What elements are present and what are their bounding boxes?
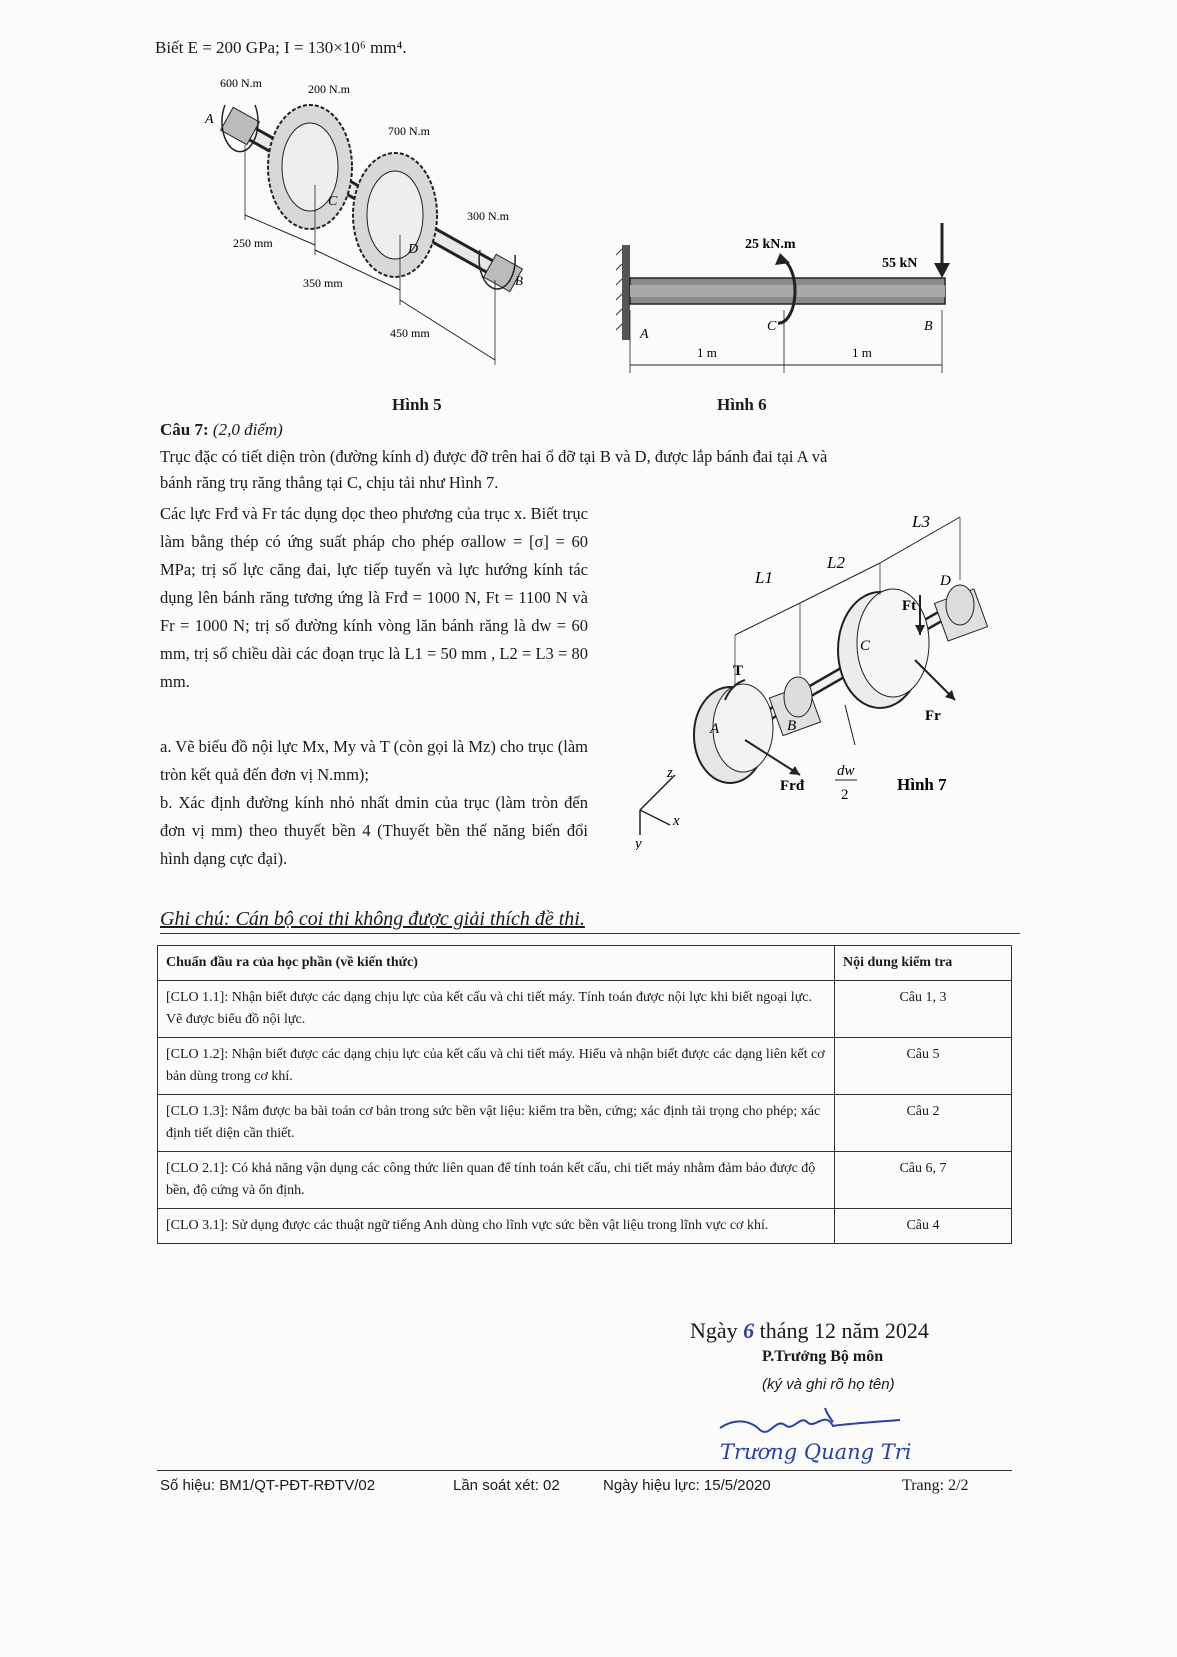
clo-outcome: [CLO 1.2]: Nhận biết được các dạng chịu lực của kết cấu và chi tiết máy. Hiểu và nhận biết được các dạng liên kết cơ bản dùng trong cơ khí. bbox=[158, 1038, 835, 1095]
fig5-torque-b: 300 N.m bbox=[467, 209, 509, 223]
clo-header-content: Nội dung kiểm tra bbox=[835, 946, 1012, 981]
figure-7-caption: Hình 7 bbox=[897, 775, 947, 794]
fig6-label-a: A bbox=[640, 327, 649, 342]
clo-table-header bbox=[158, 946, 1012, 981]
clo-questions: Câu 2 bbox=[835, 1095, 1012, 1152]
footer-code: Số hiệu: BM1/QT-PĐT-RĐTV/02 bbox=[160, 1477, 376, 1494]
table-row bbox=[158, 1095, 1012, 1152]
fig7-label-two: 2 bbox=[841, 787, 849, 803]
fig7-label-frd: Frđ bbox=[780, 778, 805, 794]
figure-5-caption: Hình 5 bbox=[392, 395, 442, 414]
date-rest: tháng 12 năm 2024 bbox=[759, 1318, 929, 1343]
question-7-points: (2,0 điểm) bbox=[212, 420, 283, 439]
footer-rule bbox=[157, 1470, 1012, 1471]
signature-instruction: (ký và ghi rõ họ tên) bbox=[762, 1376, 895, 1393]
fig7-label-l3: L3 bbox=[912, 512, 930, 531]
question-7-part-b: b. Xác định đường kính nhỏ nhất dmin của trục (làm tròn đến đơn vị mm) theo thuyết bền 4 (Thuyết bền thế năng biến đổi hình dạng cực đại). bbox=[160, 793, 588, 868]
question-7-part-a: a. Vẽ biểu đồ nội lực Mx, My và T (còn gọi là Mz) cho trục (làm tròn kết quả đến đơn vị N.mm); bbox=[160, 737, 588, 784]
question-7-paragraph: Các lực Frđ và Fr tác dụng dọc theo phương của trục x. Biết trục làm bằng thép có ứng suất pháp cho phép σallow = [σ] = 60 MPa; trị số lực căng đai, lực tiếp tuyến và lực hướng kính tác dụng lên bánh răng tương ứng là Frđ = 1000 N, Ft = 1100 N và Fr = 1000 N; trị số đường kính vòng lăn bánh răng là dw = 60 mm, trị số chiều dài các đoạn trục là L1 = 50 mm , L2 = L3 = 80 mm. bbox=[160, 504, 588, 691]
footer-effective-date: Ngày hiệu lực: 15/5/2020 bbox=[603, 1477, 771, 1494]
fig7-label-c: C bbox=[860, 638, 871, 654]
footer-page: Trang: 2/2 bbox=[902, 1477, 969, 1494]
figure-6-caption: Hình 6 bbox=[717, 395, 767, 414]
signature-date bbox=[690, 1318, 929, 1344]
fig7-label-l1: L1 bbox=[755, 568, 773, 587]
signature-title: P.Trưởng Bộ môn bbox=[762, 1348, 884, 1365]
date-day: 6 bbox=[743, 1318, 755, 1343]
fig7-label-ft: Ft bbox=[902, 598, 917, 614]
fig5-label-a: A bbox=[205, 112, 214, 127]
fig5-torque-c: 200 N.m bbox=[308, 82, 350, 96]
clo-outcome: [CLO 3.1]: Sử dụng được các thuật ngữ tiếng Anh dùng cho lĩnh vực sức bền vật liệu trong lĩnh vực cơ khí. bbox=[158, 1209, 835, 1244]
table-row bbox=[158, 1152, 1012, 1209]
fig7-label-dw: dw bbox=[837, 763, 855, 779]
question-7-line-2: bánh răng trụ răng thẳng tại C, chịu tải như Hình 7. bbox=[160, 473, 499, 492]
question-7-line-1: Trục đặc có tiết diện tròn (đường kính d) được đỡ trên hai ổ đỡ tại B và D, được lắp bánh đai tại A và bbox=[160, 447, 828, 466]
fig5-torque-a: 600 N.m bbox=[220, 76, 262, 90]
clo-questions: Câu 6, 7 bbox=[835, 1152, 1012, 1209]
clo-questions: Câu 5 bbox=[835, 1038, 1012, 1095]
fig6-force-label: 55 kN bbox=[882, 256, 918, 271]
fig5-label-d: D bbox=[408, 242, 419, 257]
clo-questions: Câu 1, 3 bbox=[835, 981, 1012, 1038]
figure-5-drawing bbox=[195, 75, 555, 375]
date-prefix: Ngày bbox=[690, 1318, 738, 1343]
table-row bbox=[158, 1209, 1012, 1244]
fig7-label-l2: L2 bbox=[827, 553, 845, 572]
exam-note bbox=[160, 905, 1020, 934]
figure-6-drawing bbox=[612, 215, 957, 380]
fig7-label-a: A bbox=[710, 721, 720, 737]
fig7-axis-y: y bbox=[635, 836, 642, 850]
fig6-dim-2: 1 m bbox=[852, 345, 872, 360]
clo-header-outcome: Chuẩn đầu ra của học phần (về kiến thức) bbox=[158, 946, 835, 981]
figure-7 bbox=[615, 485, 1015, 850]
figure-7-drawing bbox=[615, 485, 1015, 850]
fig6-label-c: C bbox=[767, 319, 777, 334]
figure-6 bbox=[612, 215, 957, 380]
fig7-axis-x: x bbox=[673, 813, 680, 829]
question-7-heading bbox=[160, 417, 283, 443]
clo-outcome: [CLO 2.1]: Có khả năng vận dụng các công thức liên quan để tính toán kết cấu, chi tiết máy nhằm đảm bảo được độ bền, độ cứng và ổn định. bbox=[158, 1152, 835, 1209]
fig5-dim-450: 450 mm bbox=[390, 326, 430, 340]
figure-5 bbox=[195, 75, 555, 375]
fig7-label-fr: Fr bbox=[925, 708, 941, 724]
table-row bbox=[158, 1038, 1012, 1095]
fig7-label-d: D bbox=[940, 573, 951, 589]
fig5-label-b: B bbox=[515, 273, 523, 288]
fig6-moment-label: 25 kN.m bbox=[745, 237, 796, 252]
footer-revision: Lần soát xét: 02 bbox=[453, 1477, 560, 1494]
given-values: Biết E = 200 GPa; I = 130×10⁶ mm⁴. bbox=[155, 38, 407, 57]
fig5-label-c: C bbox=[328, 194, 338, 209]
exam-note-text: Ghi chú: Cán bộ coi thi không được giải thích đề thi. bbox=[160, 908, 585, 930]
fig7-label-t: T bbox=[733, 663, 744, 679]
clo-questions: Câu 4 bbox=[835, 1209, 1012, 1244]
fig7-label-b: B bbox=[787, 718, 797, 734]
fig6-dim-1: 1 m bbox=[697, 345, 717, 360]
fig7-axis-z: z bbox=[667, 765, 673, 781]
clo-table bbox=[157, 945, 1012, 1244]
clo-outcome: [CLO 1.1]: Nhận biết được các dạng chịu lực của kết cấu và chi tiết máy. Tính toán được nội lực khi biết ngoại lực. Vẽ được biểu đồ nội lực. bbox=[158, 981, 835, 1038]
fig6-label-b: B bbox=[924, 319, 933, 334]
table-row bbox=[158, 981, 1012, 1038]
signer-name: Trương Quang Tri bbox=[720, 1440, 912, 1464]
fig5-torque-d: 700 N.m bbox=[388, 124, 430, 138]
clo-outcome: [CLO 1.3]: Nắm được ba bài toán cơ bản trong sức bền vật liệu: kiểm tra bền, cứng; xác định tải trọng cho phép; xác định tiết diện cần thiết. bbox=[158, 1095, 835, 1152]
question-7-title: Câu 7: bbox=[160, 420, 209, 439]
fig5-dim-350: 350 mm bbox=[303, 276, 343, 290]
fig5-dim-250: 250 mm bbox=[233, 236, 273, 250]
